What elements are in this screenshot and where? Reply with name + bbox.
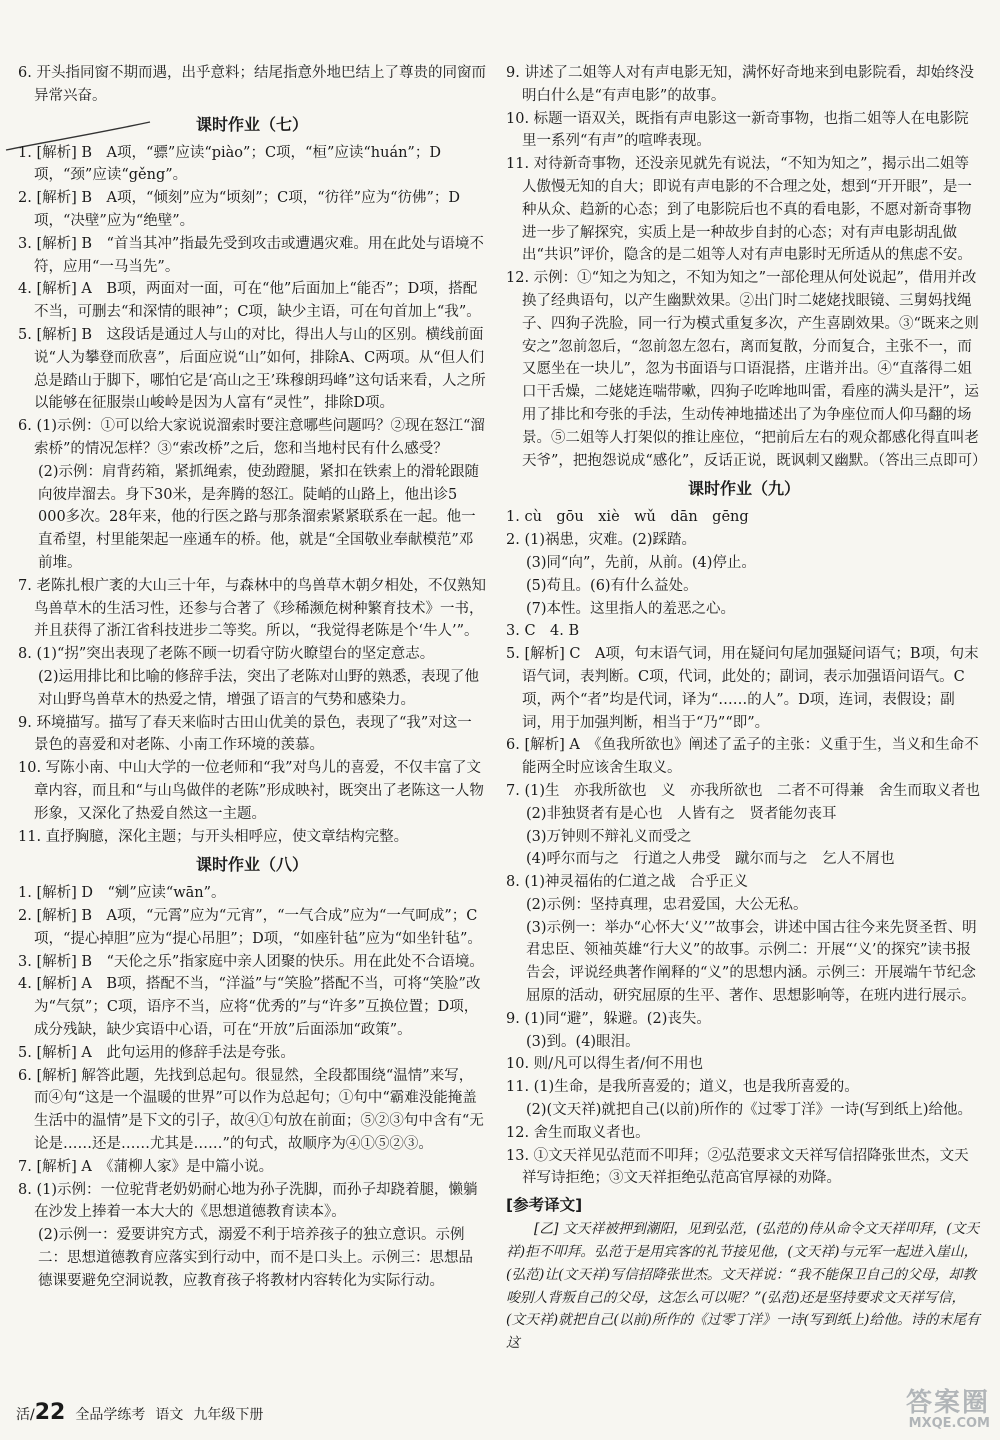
answer-continuation: (2)示例：坚持真理，忠君爱国，大公无私。 <box>526 896 808 913</box>
answer-item: 6. (1)示例：①可以给大家说说溜索时要注意哪些问题吗？②现在怒江“溜索桥”的情况怎样？③“索改桥”之后，您和当地村民有什么感受？ <box>18 418 485 457</box>
answer-item: 2. [解析] B A项，“元霄”应为“元宵”，“一气合成”应为“一气呵成”；C项，“提心掉胆”应为“提心吊胆”；D项，“如座针毡”应为“如坐针毡”。 <box>18 908 482 947</box>
answer-item: 8. (1)示例：一位驼背老奶奶耐心地为孙子洗脚，而孙子却跷着腿，懒躺在沙发上捧着一本大大的《思想道德教育读本》。 <box>18 1181 478 1221</box>
page-number <box>16 1400 65 1425</box>
answer-item: 9. (1)同“避”，躲避。(2)丧失。 <box>506 1010 711 1027</box>
answer-item: 5. [解析] C A项，句末语气词，用在疑问句尾加强疑问语气；B项，句末语气词，表判断。C项，代词，此处的；副词，表示加强语问语气。C项，两个“者”均是代词，译为“……的人”。D项，连词，表假设；副词，用于加强判断，相当于“乃”“即”。 <box>506 646 979 731</box>
answer-continuation: (2)(文天祥)就把自己(以前)所作的《过零丁洋》一诗(写到纸上)给他。 <box>526 1102 972 1119</box>
answer-item: 7. 老陈扎根广袤的大山三十年，与森林中的鸟兽草木朝夕相处，不仅熟知鸟兽草木的生活习性，还参与合著了《珍稀濒危树种繁育技术》一书，并且获得了浙江省科技进步二等奖。所以，“我觉得老陈是个‘牛人’”。 <box>18 577 486 640</box>
answer-item: 8. (1)神灵福佑的仁道之战 合乎正义 <box>506 874 748 891</box>
answer-item: 6. [解析] A 《鱼我所欲也》阐述了孟子的主张：义重于生，当义和生命不能两全时应该舍生取义。 <box>506 737 979 777</box>
watermark-badge: 答案圈 <box>905 1388 990 1418</box>
answer-item: 1. [解析] D “剜”应读“wān”。 <box>18 885 226 902</box>
answer-continuation: (2)示例一：爱要讲究方式，溺爱不利于培养孩子的独立意识。示例二：思想道德教育应落实到行动中，而不是口头上。示例三：思想品德课要避免空洞说教，应教育孩子将教材内容转化为实际行动。 <box>38 1227 473 1289</box>
answer-item: 3. [解析] B “首当其冲”指最先受到攻击或遭遇灾难。用在此处与语境不符，应用“一马当先”。 <box>18 235 484 275</box>
answer-continuation: (3)万钟则不辩礼义而受之 <box>526 828 692 845</box>
answer-item: 11. 直抒胸臆，深化主题；与开头相呼应，使文章结构完整。 <box>18 828 409 845</box>
answer-continuation: (5)苟且。(6)有什么益处。 <box>526 577 698 594</box>
answer-item: 12. 示例：①“知之为知之，不知为知之”一部伦理从何处说起”，借用并改换了经典语句，以产生幽默效果。②出门时二姥姥找眼镜、三舅妈找绳子、四狗子洗脸，同一行为模式重复多次，产生喜剧效果。③“既来之则安之”忽前忽后，“忽前忽左忽右，离而复散，分而复合，主张不一，而又愿坐在一块儿”，忽为书面语与口语混搭，庄谐并出。④“直落得二姐口干舌燥，二姥姥连喘带嗽，四狗子吃哞地叫雷，看座的满头是汗”，运用了排比和夸张的手法，生动传神地描述出了为争座位而人仰马翻的场景。⑤二姐等人打架似的推让座位，“把前后左右的观众都感化得直叫老天爷”，把抱怨说成“感化”，反话正说，既讽刺又幽默。（答出三点即可） <box>506 270 987 469</box>
section-title: 课时作业（九） <box>687 479 800 499</box>
watermark-url: MXQE.COM <box>908 1416 990 1431</box>
section-title: 课时作业（七） <box>195 114 308 134</box>
answer-continuation: (2)非独贤者有是心也 人皆有之 贤者能勿丧耳 <box>526 805 837 822</box>
answer-continuation: (3)示例一：举办“心怀大‘义’”故事会，讲述中国古往今来先贤圣哲、明君忠臣、领袖英雄“行大义”的故事。示例二：开展“‘义’的探究”读书报告会，评说经典著作阐释的“义”的思想内涵。示例三：开展端午节纪念屈原的活动，研究屈原的生平、著作、思想影响等，在班内进行展示。 <box>526 919 977 1005</box>
grade-label: 九年级下册 <box>193 1407 264 1423</box>
watermark-logo <box>840 1390 990 1436</box>
answer-continuation: (7)本性。这里指人的羞恶之心。 <box>526 600 736 617</box>
right-column <box>506 62 987 1355</box>
answer-continuation: (3)同“向”，先前，从前。(4)停止。 <box>526 554 756 571</box>
answer-item: 11. 对待新奇事物，还没亲见就先有说法，“不知为知之”，揭示出二姐等人傲慢无知的自大；即说有声电影的不合理之处，想到“开开眼”，是一种从众、趋新的心态；到了电影院后也不真的看电影，不愿对新奇事物进一步了解探究，实质上是一种故步自封的心态；对有声电影胡乱做出“共识”评价，隐含的是二姐等人对有声电影时无所适从的焦虑不安。 <box>506 156 972 264</box>
subject-label: 语文 <box>155 1407 184 1423</box>
answer-continuation: (2)运用排比和比喻的修辞手法，突出了老陈对山野的熟悉，表现了他对山野鸟兽草木的热爱之情，增强了语言的气势和感染力。 <box>38 668 480 708</box>
left-column <box>18 62 486 1293</box>
answer-item: 3. [解析] B “天伦之乐”指家庭中亲人团聚的快乐。用在此处不合语境。 <box>18 953 484 970</box>
answer-item: 7. [解析] A 《蒲柳人家》是中篇小说。 <box>18 1158 274 1175</box>
answer-item: 4. [解析] A B项，搭配不当，“洋溢”与“笑脸”搭配不当，可将“笑脸”改为“气氛”；C项，语序不当，应将“优秀的”与“许多”互换位置；D项，成分残缺，缺少宾语中心语，可在“开放”后面添加“政策”。 <box>18 976 481 1039</box>
answer-item: 9. 讲述了二姐等人对有声电影无知，满怀好奇地来到电影院看，却始终没明白什么是“有声电影”的故事。 <box>506 65 974 104</box>
answer-item: 4. [解析] A B项，两面对一面，可在“他”后面加上“能否”；D项，搭配不当，可删去“和深情的眼神”；C项，缺少主语，可在句首加上“我”。 <box>18 281 481 321</box>
answer-item: 2. [解析] B A项，“倾刻”应为“顷刻”；C项，“彷徉”应为“彷佛”；D项，“决壁”应为“绝壁”。 <box>18 190 461 229</box>
page-number-value: 22 <box>34 1400 66 1425</box>
answer-item: 1. [解析] B A项，“骠”应读“piào”；C项，“桓”应读“huán”；D项，“颈”应读“gěng”。 <box>18 144 441 184</box>
answer-item: 11. (1)生命，是我所喜爱的；道义，也是我所喜爱的。 <box>506 1079 859 1096</box>
answer-item: 12. 舍生而取义者也。 <box>506 1124 650 1141</box>
answer-item: 5. [解析] B 这段话是通过人与山的对比，得出人与山的区别。横线前面说“人为攀登而欣喜”，后面应说“山”如何，排除A、C两项。从“但人们总是踏山于脚下，哪怕它是‘高山之王’珠穆朗玛峰”这句话来看，人之所以能够在征服崇山峻岭是因为人富有“灵性”，排除D项。 <box>18 326 486 412</box>
reference-translation-heading: [参考译文] <box>506 1196 583 1215</box>
page-footer <box>16 1400 263 1425</box>
answer-item: 3. C 4. B <box>506 623 580 640</box>
answer-item: 5. [解析] A 此句运用的修辞手法是夸张。 <box>18 1044 295 1061</box>
answer-item: 2. (1)祸患，灾难。(2)踩踏。 <box>506 532 697 549</box>
answer-item: 6. 开头指同窗不期而遇，出乎意料；结尾指意外地巴结上了尊贵的同窗而异常兴奋。 <box>18 65 486 104</box>
answer-item: 8. (1)“拐”突出表现了老陈不顾一切看守防火瞭望台的坚定意志。 <box>18 646 435 663</box>
answer-item: 10. 写陈小南、中山大学的一位老师和“我”对鸟儿的喜爱，不仅丰富了文章内容，而且和“与山鸟做伴的老陈”形成映衬，既突出了老陈这一人物形象，又深化了热爱自然这一主题。 <box>18 760 484 822</box>
translation-paragraph: [乙] 文天祥被押到潮阳，见到弘范，(弘范的)侍从命令文天祥叩拜，(文天祥)拒不叩拜。弘范于是用宾客的礼节接见他，(文天祥)与元军一起进入崖山，(弘范)让(文天祥)写信招降张世杰。文天祥说：“我不能保卫自己的父母，却教唆别人背叛自己的父母，这怎么可以呢？”(弘范)还是坚持要求文天祥写信，(文天祥)就把自己(以前)所作的《过零丁洋》一诗(写到纸上)给他。诗的末尾有这 <box>506 1221 980 1352</box>
book-title: 全品学练考 <box>75 1407 146 1423</box>
answer-item: 10. 标题一语双关，既指有声电影这一新奇事物，也指二姐等人在电影院里一系列“有声”的喧哗表现。 <box>506 110 969 150</box>
answer-item: 6. [解析] 解答此题，先找到总起句。很显然，全段都围绕“温情”来写，而④句“这是一个温暖的世界”可以作为总起句；①句中“霸难没能掩盖生活中的温情”是下文的引子，故④①句放在前面；⑤②③句中含有“无论是……还是……尤其是……”的句式，故顺序为④①⑤②③。 <box>18 1067 484 1153</box>
answer-item: 7. (1)生 亦我所欲也 义 亦我所欲也 二者不可得兼 舍生而取义者也 <box>506 782 980 799</box>
answer-continuation: (3)到。(4)眼泪。 <box>526 1033 640 1050</box>
page-prefix: 活/ <box>16 1407 35 1423</box>
answer-item: 13. ①文天祥见弘范而不叩拜；②弘范要求文天祥写信招降张世杰，文天祥写诗拒绝；③文天祥拒绝弘范高官厚禄的劝降。 <box>506 1147 969 1187</box>
answer-item: 10. 则/凡可以得生者/何不用也 <box>506 1056 703 1073</box>
answer-continuation: (2)示例：肩背药箱，紧抓绳索，使劲蹬腿，紧扣在铁索上的滑轮跟随向彼岸溜去。身下30米，是奔腾的怒江。陡峭的山路上，他出诊5 000多次。28年来，他的行医之路与那条溜索紧紧联系在一起。他一直希望，村里能架起一座通车的桥。他，就是“全国敬业奉献模范”邓前堆。 <box>38 463 480 571</box>
section-title: 课时作业（八） <box>195 855 308 875</box>
answer-item: 1. cù gōu xiè wǔ dān gēng <box>506 509 749 526</box>
answer-continuation: (4)呼尔而与之 行道之人弗受 蹴尔而与之 乞人不屑也 <box>526 851 895 868</box>
answer-item: 9. 环境描写。描写了春天来临时古田山优美的景色，表现了“我”对这一景色的喜爱和对老陈、小南工作环境的羡慕。 <box>18 714 472 754</box>
